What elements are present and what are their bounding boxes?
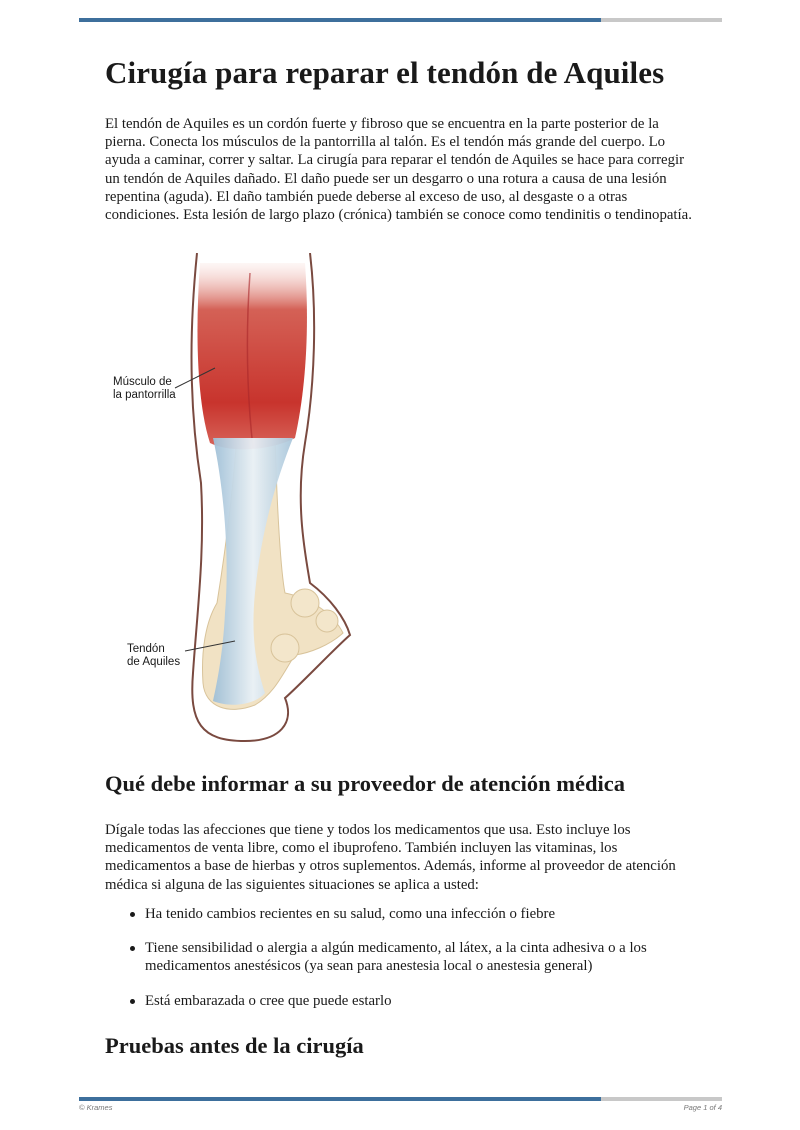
bullet-icon	[130, 912, 135, 917]
list-item	[105, 905, 701, 923]
achilles-illustration	[105, 253, 365, 748]
callout-tendon-line-1: Tendón	[127, 643, 165, 655]
footer-copyright: © Krames	[79, 1103, 113, 1112]
callout-calf-muscle	[113, 376, 176, 402]
section-heading-inform-provider: Qué debe informar a su proveedor de atención médica	[105, 771, 625, 796]
list-item-text: Tiene sensibilidad o alergia a algún medicamento, al látex, a la cinta adhesiva o a los medicamentos anestésicos (ya sean para anestesia local o anestesia general)	[145, 940, 647, 975]
list-item-text: Ha tenido cambios recientes en su salud, como una infección o fiebre	[145, 906, 556, 922]
header-bar-accent	[79, 18, 601, 22]
callout-tendon-line-2: de Aquiles	[127, 656, 181, 668]
section-heading-pre-surgery-tests: Pruebas antes de la cirugía	[105, 1033, 364, 1058]
inform-provider-paragraph: Dígale todas las afecciones que tiene y todos los medicamentos que usa. Esto incluye los medicamentos de venta libre, como el ibuprofeno. También incluyen las vitaminas, los medicamentos a base de hierbas y otros suplementos. Además, informe al proveedor de atención médica si alguna de las siguientes situaciones se aplica a usted:	[105, 822, 676, 893]
leg-diagram	[105, 253, 365, 748]
callout-achilles-tendon	[127, 643, 180, 669]
list-item	[105, 939, 701, 975]
intro-paragraph: El tendón de Aquiles es un cordón fuerte y fibroso que se encuentra en la parte posterior de la pierna. Conecta los músculos de la pantorrilla al talón. Es el tendón más grande del cuerpo. Lo ayuda a caminar, correr y saltar. La cirugía para reparar el tendón de Aquiles se hace para corregir un tendón de Aquiles dañado. El daño puede ser un desgarro o una rotura a causa de una lesión repentina (aguda). El daño también puede deberse al exceso de uso, al desgaste o a otras condiciones. Esta lesión de largo plazo (crónica) también se conoce como tendinitis o tendinopatía.	[105, 116, 692, 224]
page-title: Cirugía para reparar el tendón de Aquiles	[105, 55, 665, 90]
bullet-icon	[130, 999, 135, 1004]
bullet-icon	[130, 946, 135, 951]
list-item-text: Está embarazada o cree que puede estarlo	[145, 992, 392, 1009]
header-progress-bar	[79, 18, 722, 22]
conditions-list	[105, 905, 701, 1026]
calf-muscle	[197, 263, 306, 449]
list-item	[105, 992, 701, 1010]
footer-bar-accent	[79, 1097, 601, 1101]
footer-page-number: Page 1 of 4	[683, 1103, 722, 1112]
callout-muscle-line-1: Músculo de	[113, 376, 172, 388]
callout-muscle-line-2: la pantorrilla	[113, 389, 176, 401]
footer-progress-bar	[79, 1097, 722, 1101]
